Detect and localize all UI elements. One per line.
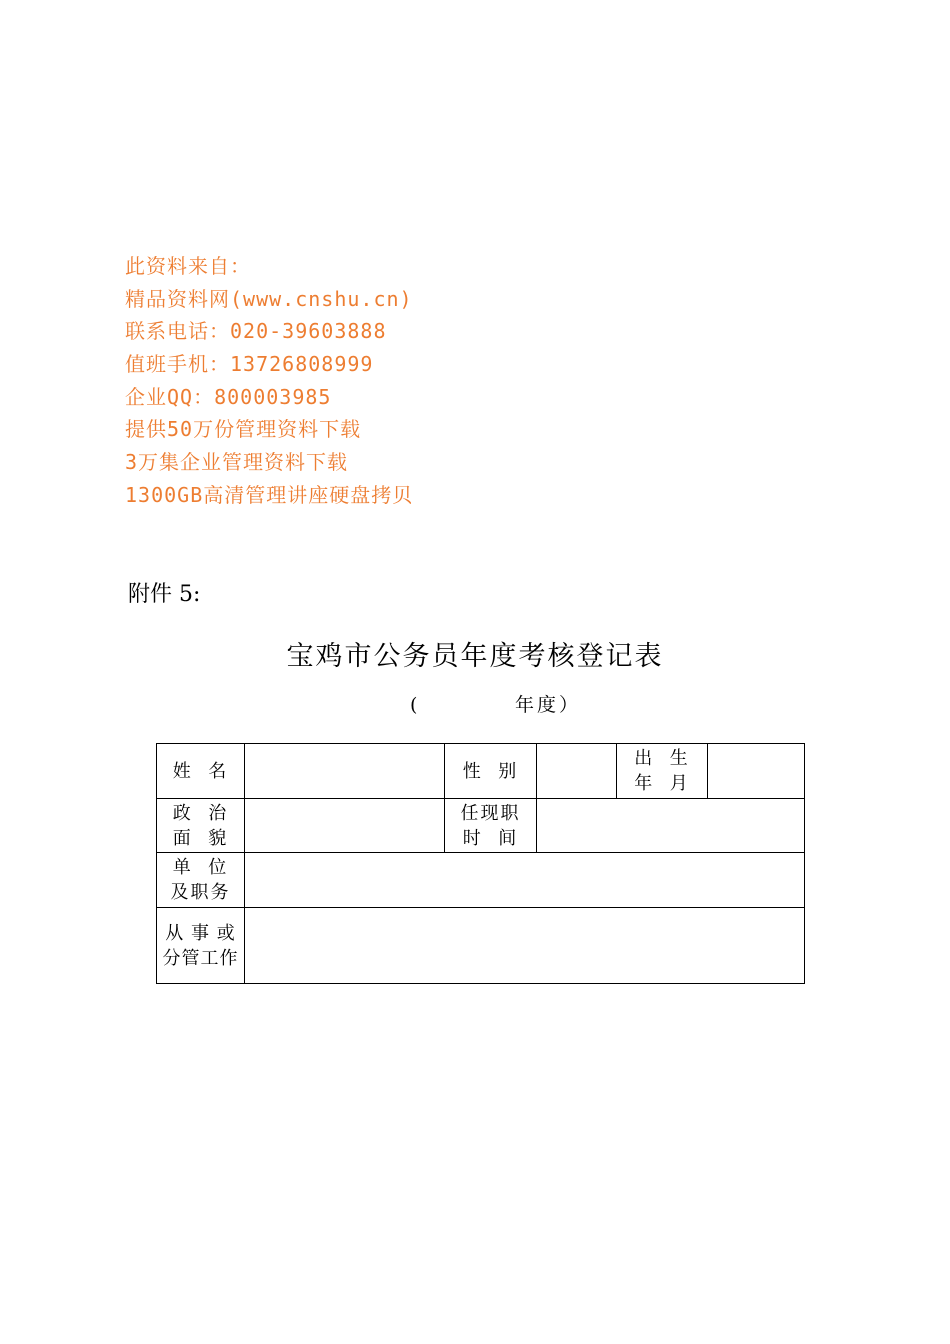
year-label: 年度） — [515, 694, 582, 716]
promo-line: 企业QQ：800003985 — [125, 384, 332, 409]
tenure-label-line2: 时 间 — [462, 827, 519, 849]
political-label-cell — [157, 799, 245, 853]
promo-line: 提供50万份管理资料下载 — [125, 417, 362, 442]
promo-line: 值班手机：13726808999 — [125, 352, 374, 377]
name-field[interactable] — [245, 744, 445, 799]
work-label-cell — [157, 908, 245, 984]
promo-block — [125, 250, 413, 512]
form-row-name — [157, 744, 805, 799]
promo-line: 联系电话：020-39603888 — [125, 319, 387, 344]
birth-label-line2: 年 月 — [634, 773, 690, 794]
promo-line: 1300GB高清管理讲座硬盘拷贝 — [125, 482, 414, 507]
year-open-paren: ( — [410, 694, 418, 716]
name-label-cell — [157, 744, 245, 799]
birth-label-line1: 出 生 — [634, 748, 690, 769]
political-field[interactable] — [245, 799, 445, 853]
unit-label-line2: 及职务 — [170, 882, 231, 903]
birth-label — [617, 744, 708, 798]
promo-line: 精品资料网(www.cnshu.cn) — [125, 286, 413, 311]
form-row-work — [157, 908, 805, 984]
tenure-label-cell — [445, 799, 537, 853]
work-field[interactable] — [245, 908, 805, 984]
gender-field[interactable] — [537, 744, 617, 799]
attachment-label: 附件 5: — [128, 582, 201, 607]
name-label: 姓 名 — [172, 760, 229, 782]
form-row-political — [157, 799, 805, 853]
unit-field[interactable] — [245, 853, 805, 908]
promo-line: 3万集企业管理资料下载 — [125, 450, 349, 475]
tenure-label-line1: 任现职 — [460, 802, 521, 824]
political-label-line2: 面 貌 — [172, 827, 229, 849]
birth-field[interactable] — [708, 744, 804, 798]
birth-cell — [617, 744, 805, 799]
gender-label: 性 别 — [462, 760, 519, 782]
form-row-unit — [157, 853, 805, 908]
work-label-line2: 分管工作 — [162, 947, 239, 969]
work-label-line1: 从 事 或 — [165, 922, 236, 944]
assessment-form-table — [156, 743, 805, 984]
tenure-field[interactable] — [537, 799, 805, 853]
gender-label-cell — [445, 744, 537, 799]
political-label-line1: 政 治 — [172, 802, 229, 824]
document-title: 宝鸡市公务员年度考核登记表 — [286, 641, 664, 672]
unit-label-cell — [157, 853, 245, 908]
promo-line: 此资料来自： — [125, 254, 251, 278]
unit-label-line1: 单 位 — [172, 857, 229, 878]
